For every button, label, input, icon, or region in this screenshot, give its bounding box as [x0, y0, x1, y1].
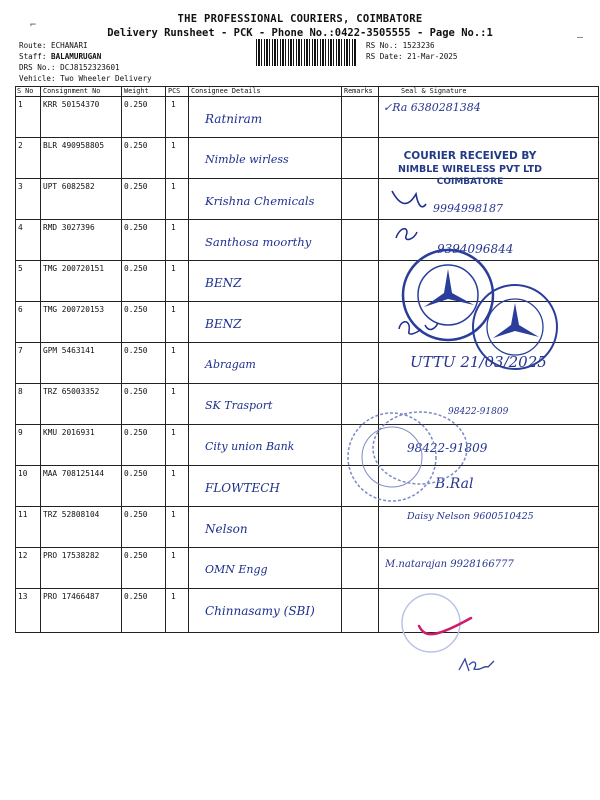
row-consignee: Krishna Chemicals	[205, 194, 315, 208]
pink-check-mark	[415, 612, 475, 642]
page-title: THE PROFESSIONAL COURIERS, COIMBATORE	[177, 13, 423, 25]
row-sno: 10	[18, 469, 28, 478]
table-row	[15, 547, 599, 588]
row-consignee: BENZ	[205, 317, 242, 331]
row-consignment-no: KRR 50154370	[43, 100, 100, 109]
row-weight: 0.250	[124, 305, 148, 314]
table-row	[15, 588, 599, 629]
row-consignee: BENZ	[205, 276, 242, 290]
row-sno: 4	[18, 223, 23, 232]
row-consignee: Santhosa moorthy	[205, 235, 312, 249]
row-weight: 0.250	[124, 551, 148, 560]
row-pcs: 1	[171, 469, 176, 478]
row-sno: 11	[18, 510, 28, 519]
row-consignee: Abragam	[205, 358, 256, 371]
row-signature: 9394096844	[437, 242, 514, 256]
row-weight: 0.250	[124, 428, 148, 437]
row-consignee: Chinnasamy (SBI)	[205, 604, 315, 618]
col-header-sno: S No	[17, 87, 34, 95]
received-stamp	[365, 150, 575, 189]
row-pcs: 1	[171, 551, 176, 560]
row-consignment-no: TMG 200720153	[43, 305, 105, 314]
row-sno: 8	[18, 387, 23, 396]
vehicle-value: Two Wheeler Delivery	[60, 74, 152, 83]
row-consignment-no: GPM 5463141	[43, 346, 95, 355]
row-weight: 0.250	[124, 346, 148, 355]
row-consignment-no: PRO 17538282	[43, 551, 100, 560]
drs-label: DRS No.:	[19, 63, 56, 72]
rs-date-value: 21-Mar-2025	[407, 52, 458, 61]
row-signature: 98422-91809	[448, 407, 509, 417]
row-weight: 0.250	[124, 100, 148, 109]
col-header-remarks: Remarks	[344, 87, 373, 95]
row-pcs: 1	[171, 305, 176, 314]
row-weight: 0.250	[124, 592, 148, 601]
row-weight: 0.250	[124, 141, 148, 150]
round-seal-image	[470, 282, 560, 372]
row-pcs: 1	[171, 100, 176, 109]
stamp-line-3: COIMBATORE	[436, 177, 504, 187]
row-consignee: Nelson	[205, 522, 248, 536]
route-value: ECHANARI	[51, 41, 88, 50]
table-row	[15, 465, 599, 506]
row-sno: 9	[18, 428, 23, 437]
col-header-seal: Seal & Signature	[401, 87, 467, 95]
row-consignment-no: PRO 17466487	[43, 592, 100, 601]
row-weight: 0.250	[124, 182, 148, 191]
stamp-line-1: COURIER RECEIVED BY	[403, 150, 537, 162]
row-pcs: 1	[171, 223, 176, 232]
signature-scribble	[392, 224, 420, 244]
row-pcs: 1	[171, 510, 176, 519]
rs-date-label: RS Date:	[366, 52, 403, 61]
row-consignment-no: BLR 490958805	[43, 141, 105, 150]
row-consignee: SK Trasport	[205, 399, 273, 412]
row-pcs: 1	[171, 592, 176, 601]
route-label: Route:	[19, 41, 47, 50]
row-consignment-no: TMG 200720151	[43, 264, 105, 273]
row-consignment-no: TRZ 52808104	[43, 510, 100, 519]
row-sno: 1	[18, 100, 23, 109]
row-weight: 0.250	[124, 264, 148, 273]
table-row	[15, 383, 599, 424]
faint-seal-image	[370, 408, 470, 488]
stray-mark-left: ⌐	[30, 20, 37, 31]
rs-no-line	[366, 41, 435, 50]
row-signature: ✓Ra 6380281384	[383, 101, 481, 114]
row-weight: 0.250	[124, 469, 148, 478]
row-consignee: FLOWTECH	[205, 481, 280, 495]
row-signature: 98422-91809	[407, 441, 488, 455]
stamp-line-2: NIMBLE WIRELESS PVT LTD	[398, 164, 542, 175]
barcode-image	[256, 39, 356, 66]
row-consignment-no: TRZ 65003352	[43, 387, 100, 396]
row-pcs: 1	[171, 428, 176, 437]
drs-value: DCJ8152323601	[60, 63, 120, 72]
row-consignment-no: UPT 6082582	[43, 182, 95, 191]
checker-signature	[456, 655, 496, 677]
row-sno: 3	[18, 182, 23, 191]
page-subtitle: Delivery Runsheet - PCK - Phone No.:0422-3505555 - Page No.:1	[107, 27, 493, 39]
row-signature: Daisy Nelson 9600510425	[407, 511, 534, 522]
row-consignee: Ratniram	[205, 112, 263, 126]
col-header-pcs: PCS	[168, 87, 181, 95]
row-sno: 5	[18, 264, 23, 273]
route-line	[19, 41, 88, 50]
table-row	[15, 506, 599, 547]
rs-date-line	[366, 52, 457, 61]
drs-line	[19, 63, 120, 72]
rs-no-label: RS No.:	[366, 41, 399, 50]
col-header-weight: Weight	[124, 87, 149, 95]
row-pcs: 1	[171, 182, 176, 191]
staff-line	[19, 52, 101, 61]
staff-value: BALAMURUGAN	[51, 52, 102, 61]
row-sno: 6	[18, 305, 23, 314]
table-row	[15, 219, 599, 260]
row-consignee: OMN Engg	[205, 563, 268, 576]
signature-scribble	[388, 186, 428, 216]
row-pcs: 1	[171, 141, 176, 150]
row-consignee: Nimble wirless	[205, 153, 289, 166]
row-pcs: 1	[171, 346, 176, 355]
signature-scribble	[395, 315, 440, 340]
row-consignment-no: MAA 708125144	[43, 469, 105, 478]
row-consignee: City union Bank	[205, 440, 295, 453]
row-pcs: 1	[171, 264, 176, 273]
rs-no-value: 1523236	[402, 41, 435, 50]
vehicle-label: Vehicle:	[19, 74, 56, 83]
row-pcs: 1	[171, 387, 176, 396]
row-weight: 0.250	[124, 223, 148, 232]
row-sno: 7	[18, 346, 23, 355]
staff-label: Staff:	[19, 52, 47, 61]
row-signature: 9994998187	[433, 202, 503, 215]
row-weight: 0.250	[124, 387, 148, 396]
stray-mark-right: —	[577, 32, 584, 43]
row-weight: 0.250	[124, 510, 148, 519]
row-sno: 12	[18, 551, 28, 560]
table-row	[15, 424, 599, 465]
row-consignment-no: KMU 2016931	[43, 428, 95, 437]
row-signature: UTTU 21/03/2025	[410, 353, 547, 371]
row-sno: 13	[18, 592, 28, 601]
row-signature: B.Ral	[435, 476, 474, 492]
row-signature: M.natarajan 9928166777	[385, 559, 514, 570]
row-sno: 2	[18, 141, 23, 150]
vehicle-line	[19, 74, 152, 83]
table-row	[15, 96, 599, 137]
col-header-consignee: Consignee Details	[191, 87, 261, 95]
row-consignment-no: RMD 3027396	[43, 223, 95, 232]
col-header-consignment: Consignment No	[43, 87, 101, 95]
